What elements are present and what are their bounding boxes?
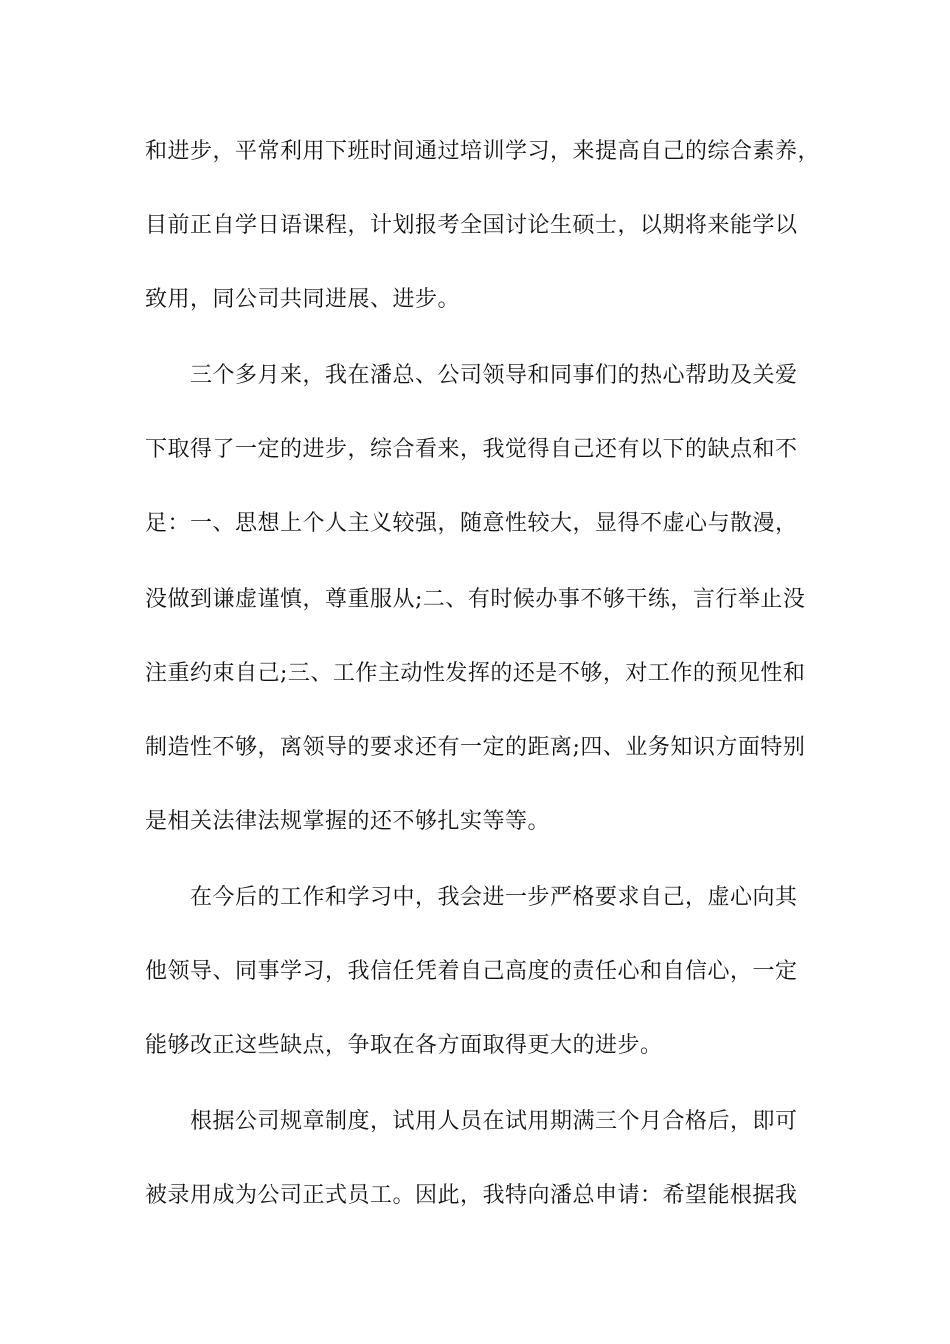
- text-line-13: 能够改正这些缺点，争取在各方面取得更大的进步。: [145, 1033, 663, 1058]
- text-line-5: 下取得了一定的进步，综合看来，我觉得自己还有以下的缺点和不: [145, 437, 798, 462]
- text-line-12: 他领导、同事学习，我信任凭着自己高度的责任心和自信心，一定: [145, 959, 798, 984]
- text-line-3: 致用，同公司共同进展、进步。: [145, 287, 461, 312]
- text-line-15: 被录用成为公司正式员工。因此，我特向潘总申请：希望能根据我: [145, 1183, 798, 1208]
- text-line-8: 注重约束自己;三、工作主动性发挥的还是不够，对工作的预见性和: [145, 661, 806, 686]
- text-line-2: 目前正自学日语课程，计划报考全国讨论生硕士，以期将来能学以: [145, 213, 798, 238]
- paragraph-start-line: 三个多月来，我在潘总、公司领导和同事们的热心帮助及关爱: [190, 363, 798, 388]
- text-line-7: 没做到谦虚谨慎，尊重服从;二、有时候办事不够干练，言行举止没: [145, 587, 806, 612]
- paragraph-start-line: 根据公司规章制度，试用人员在试用期满三个月合格后，即可: [190, 1109, 798, 1134]
- text-line-10: 是相关法律法规掌握的还不够扎实等等。: [145, 809, 551, 834]
- text-line-1: 和进步，平常利用下班时间通过培训学习，来提高自己的综合素养，: [145, 139, 821, 164]
- paragraph-start-line: 在今后的工作和学习中，我会进一步严格要求自己，虚心向其: [190, 885, 798, 910]
- text-line-9: 制造性不够，离领导的要求还有一定的距离;四、业务知识方面特别: [145, 735, 806, 760]
- text-line-6: 足：一、思想上个人主义较强，随意性较大，显得不虚心与散漫，: [145, 511, 798, 536]
